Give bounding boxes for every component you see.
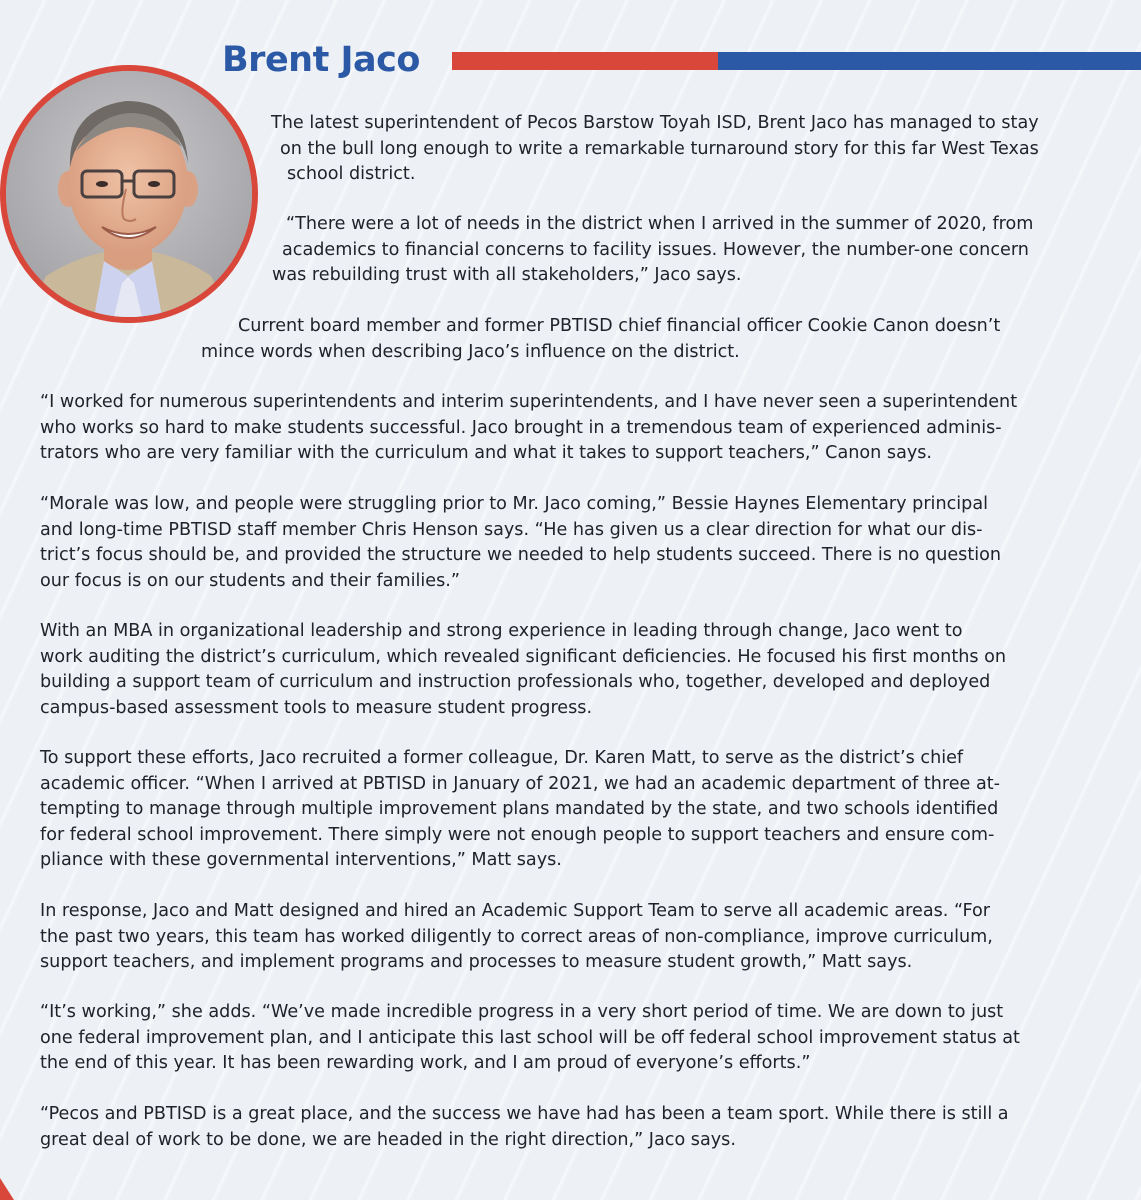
paragraph-line: “It’s working,” she adds. “We’ve made incredible progress in a very short period of time. We are down to just	[40, 1002, 1004, 1022]
paragraph-line: who works so hard to make students successful. Jaco brought in a tremendous team of experienced adminis-	[40, 417, 1002, 438]
paragraph-line: trict’s focus should be, and provided the structure we needed to help students succeed. There is no question	[40, 545, 1002, 565]
paragraph-henson-quote	[40, 492, 1001, 594]
paragraph-closing-quote	[40, 1102, 1009, 1153]
title-rule-red	[452, 52, 718, 70]
paragraph-line: on the bull long enough to write a remarkable turnaround story for this far West Texas	[280, 138, 1039, 159]
paragraph-canon-intro	[201, 314, 1001, 365]
paragraph-line: and long-time PBTISD staff member Chris Henson says. “He has given us a clear direction for what our dis-	[40, 519, 983, 540]
paragraph-line: campus-based assessment tools to measure student progress.	[40, 697, 593, 718]
paragraph-line: academics to financial concerns to facility issues. However, the number-one concern	[282, 239, 1029, 260]
paragraph-line: With an MBA in organizational leadership and strong experience in leading through change, Jaco went to	[40, 621, 963, 641]
paragraph-line: pliance with these governmental interventions,” Matt says.	[40, 850, 562, 870]
paragraph-line: for federal school improvement. There simply were not enough people to support teachers and ensure com-	[40, 824, 995, 845]
paragraph-line: “Pecos and PBTISD is a great place, and the success we have had has been a team sport. While there is still a	[40, 1104, 1009, 1124]
paragraph-line: the end of this year. It has been rewarding work, and I am proud of everyone’s efforts.”	[40, 1053, 811, 1073]
paragraph-line: support teachers, and implement programs and processes to measure student growth,” Matt says.	[40, 952, 913, 972]
paragraph-line: tempting to manage through multiple improvement plans mandated by the state, and two schools identified	[40, 799, 999, 819]
paragraph-canon-quote	[40, 390, 1017, 467]
paragraph-line: “There were a lot of needs in the district when I arrived in the summer of 2020, from	[286, 214, 1034, 234]
paragraph-line: “Morale was low, and people were struggling prior to Mr. Jaco coming,” Bessie Haynes Elementary principal	[40, 494, 988, 514]
paragraph-mba	[40, 619, 1006, 721]
paragraph-support-team	[40, 899, 993, 976]
paragraph-line: Current board member and former PBTISD chief financial officer Cookie Canon doesn’t	[238, 316, 1001, 336]
article-title: Brent Jaco	[222, 40, 420, 80]
paragraph-line: academic officer. “When I arrived at PBTISD in January of 2021, we had an academic department of three at-	[40, 773, 1000, 794]
paragraph-line: the past two years, this team has worked diligently to correct areas of non-compliance, improve curriculum,	[40, 926, 993, 947]
title-rule-blue	[718, 52, 1141, 70]
paragraph-line: To support these efforts, Jaco recruited a former colleague, Dr. Karen Matt, to serve as the district’s chief	[40, 748, 964, 768]
paragraph-line: “I worked for numerous superintendents and interim superintendents, and I have never seen a superintendent	[40, 392, 1018, 412]
paragraph-jaco-quote	[272, 212, 1034, 289]
portrait-photo	[0, 65, 258, 323]
paragraph-line: In response, Jaco and Matt designed and hired an Academic Support Team to serve all academic areas. “For	[40, 901, 991, 921]
paragraph-intro	[271, 111, 1039, 188]
paragraph-line: trators who are very familiar with the curriculum and what it takes to support teachers,” Canon says.	[40, 443, 933, 463]
paragraph-its-working	[40, 1000, 1020, 1077]
paragraph-line: The latest superintendent of Pecos Barstow Toyah ISD, Brent Jaco has managed to stay	[271, 113, 1039, 133]
paragraph-line: school district.	[287, 164, 416, 184]
paragraph-line: building a support team of curriculum and instruction professionals who, together, developed and deployed	[40, 672, 991, 692]
paragraph-line: great deal of work to be done, we are headed in the right direction,” Jaco says.	[40, 1129, 736, 1150]
paragraph-line: was rebuilding trust with all stakeholders,” Jaco says.	[272, 265, 742, 285]
paragraph-line: mince words when describing Jaco’s influence on the district.	[201, 341, 740, 362]
paragraph-line: our focus is on our students and their families.”	[40, 570, 460, 591]
paragraph-matt-intro	[40, 746, 1000, 874]
paragraph-line: work auditing the district’s curriculum, which revealed significant deficiencies. He focused his first months on	[40, 646, 1007, 667]
corner-accent	[0, 1178, 14, 1200]
paragraph-line: one federal improvement plan, and I anticipate this last school will be off federal school improvement status at	[40, 1027, 1020, 1048]
